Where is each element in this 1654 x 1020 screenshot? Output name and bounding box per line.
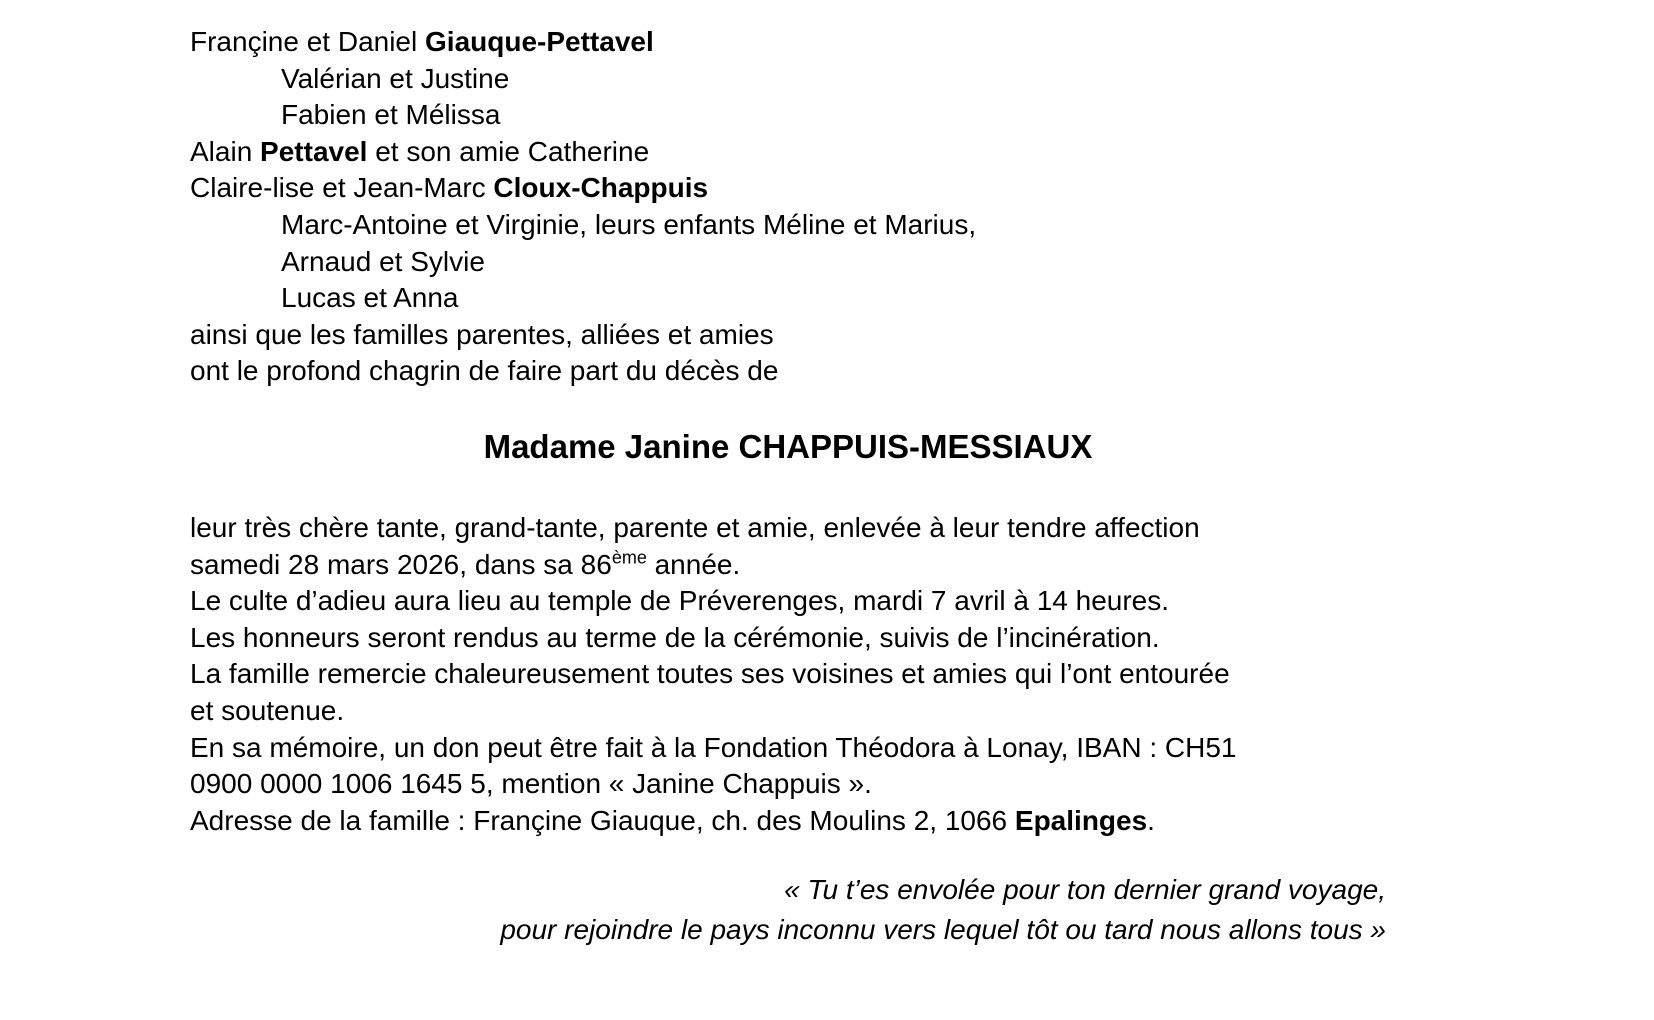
text-line: [190, 583, 1386, 620]
announcement-body: [190, 510, 1386, 839]
text-segment: Claire-lise et Jean-Marc: [190, 172, 494, 204]
text-line: [190, 61, 1386, 98]
text-line: [190, 207, 1386, 244]
obituary-content: [190, 24, 1386, 950]
text-line: [190, 693, 1386, 730]
text-segment: Arnaud et Sylvie: [281, 245, 485, 277]
text-segment: Marc-Antoine et Virginie, leurs enfants Méline et Marius,: [281, 208, 977, 240]
emphasized-name: Epalinges: [1014, 804, 1148, 836]
text-line: [190, 620, 1386, 657]
memorial-quote: [190, 870, 1386, 950]
text-line: [190, 656, 1386, 693]
text-segment: 0900 0000 1006 1645 5, mention « Janine Chappuis ».: [190, 768, 872, 800]
text-line: [190, 170, 1386, 207]
text-line: [190, 910, 1386, 950]
text-segment: Alain: [190, 135, 261, 167]
text-segment: ont le profond chagrin de faire part du décès de: [190, 355, 779, 387]
text-line: [190, 803, 1386, 840]
text-line: [190, 766, 1386, 803]
emphasized-name: Giauque-Pettavel: [425, 26, 654, 57]
text-line: [190, 244, 1386, 281]
text-segment: et soutenue.: [190, 694, 345, 726]
text-segment: pour rejoindre le pays inconnu vers lequel tôt ou tard nous allons tous »: [500, 914, 1386, 946]
text-line: [190, 547, 1386, 584]
emphasized-name: Pettavel: [260, 135, 368, 167]
family-list: [190, 24, 1386, 390]
text-segment: leur très chère tante, grand-tante, parente et amie, enlevée à leur tendre affection: [190, 511, 1200, 543]
text-segment: et son amie Catherine: [367, 135, 650, 167]
text-segment: .: [1147, 804, 1155, 836]
text-line: [190, 134, 1386, 171]
text-line: [190, 97, 1386, 134]
text-segment: Adresse de la famille : Françine Giauque, ch. des Moulins 2, 1066: [190, 804, 1015, 836]
text-line: [190, 353, 1386, 390]
deceased-name-title: Madame Janine CHAPPUIS-MESSIAUX: [483, 427, 1093, 465]
text-line: [190, 870, 1386, 910]
text-segment: ainsi que les familles parentes, alliées et amies: [190, 318, 774, 350]
text-segment: En sa mémoire, un don peut être fait à la Fondation Théodora à Lonay, IBAN : CH51: [190, 731, 1237, 763]
text-line: [190, 510, 1386, 547]
text-segment: La famille remercie chaleureusement toutes ses voisines et amies qui l’ont entourée: [190, 658, 1230, 690]
emphasized-name: Cloux-Chappuis: [493, 172, 709, 204]
text-segment: Françine et Daniel: [190, 26, 426, 57]
text-line: [190, 317, 1386, 354]
ordinal-superscript: ème: [611, 547, 647, 568]
text-segment: « Tu t’es envolée pour ton dernier grand voyage,: [784, 874, 1386, 906]
text-line: [190, 280, 1386, 317]
text-segment: Le culte d’adieu aura lieu au temple de Préverenges, mardi 7 avril à 14 heures.: [190, 585, 1170, 617]
text-line: [190, 24, 1386, 61]
text-segment: année.: [646, 548, 741, 580]
text-line: [190, 730, 1386, 767]
text-segment: Valérian et Justine: [281, 62, 510, 94]
text-segment: Les honneurs seront rendus au terme de la cérémonie, suivis de l’incinération.: [190, 621, 1160, 653]
text-segment: Lucas et Anna: [281, 282, 459, 314]
text-segment: samedi 28 mars 2026, dans sa 86: [190, 548, 612, 580]
text-segment: Fabien et Mélissa: [281, 99, 501, 131]
